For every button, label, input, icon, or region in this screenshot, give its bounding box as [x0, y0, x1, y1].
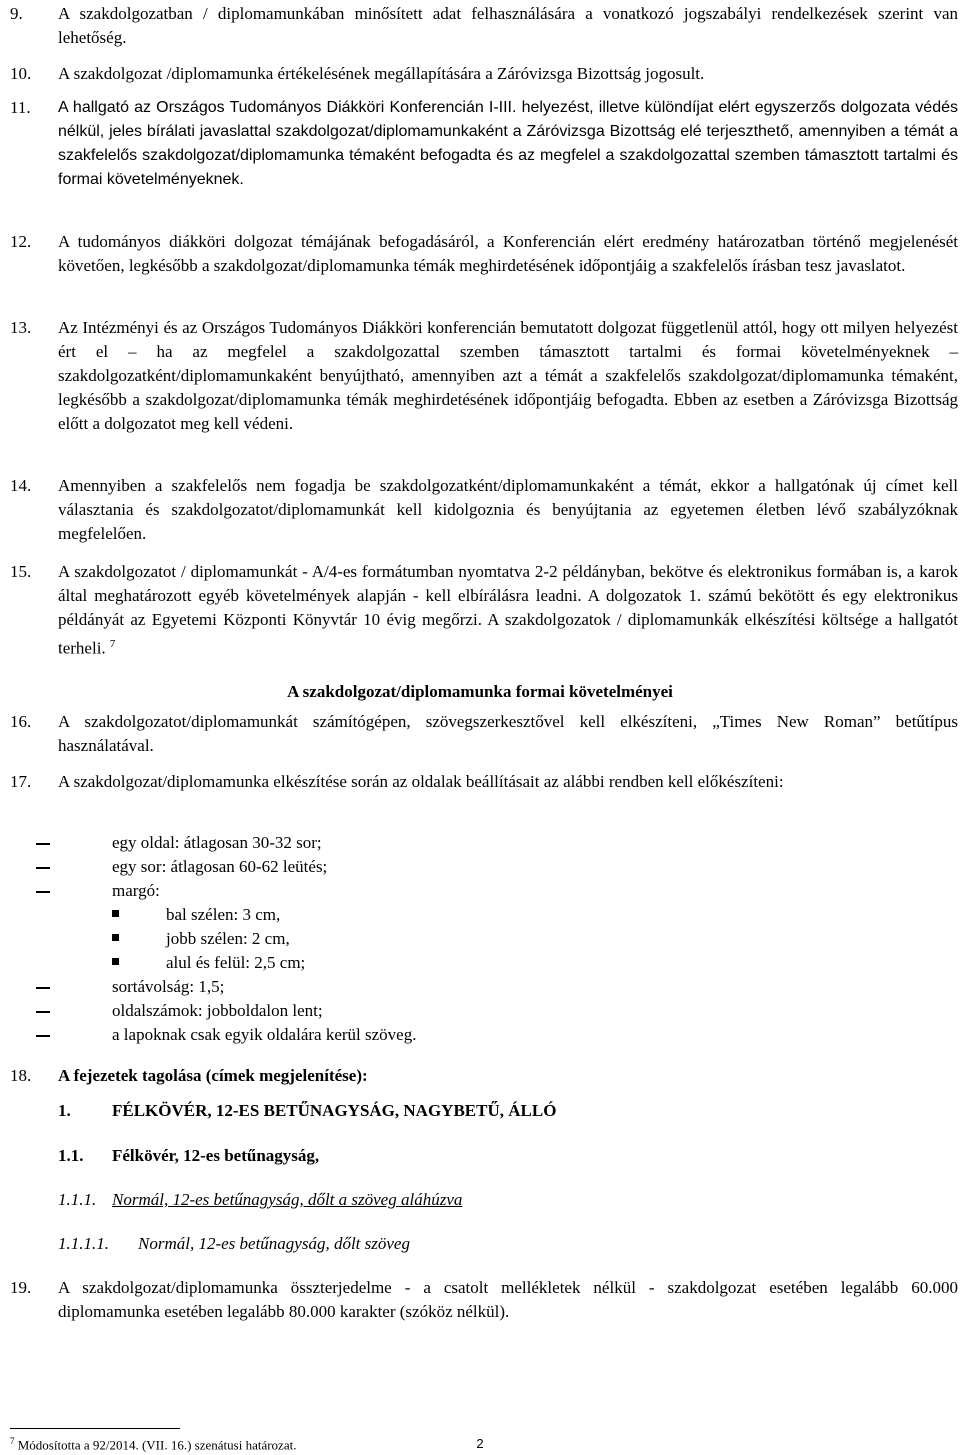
paragraph-11: [10, 96, 958, 192]
paragraph-text-content: A szakdolgozatot / diplomamunkát - A/4-es formátumban nyomtatva 2-2 példányban, bekötve és elektronikus formában is, a karok által meghatározott egyéb követelmények alapján - kell elbírálásra leadni. A dolgozatok 1. számú bekötött és egy elektronikus példányát az Egyetemi Központi Könyvtár 10 évig megőrzi. A szakdolgozatok / diplomamunkák elkészítési költsége a hallgatót terheli.: [58, 562, 958, 658]
section-heading: A szakdolgozat/diplomamunka formai követelményei: [287, 682, 673, 701]
heading-level-2-number: 1.1.: [58, 1146, 84, 1165]
paragraph-text: Amennyiben a szakfelelős nem fogadja be szakdolgozatként/diplomamunkaként a témát, ekkor a hallgatónak új címet kell választania és szakdolgozatot/diplomamunkát kell kidolgoznia és benyújtania az egyetemen életben lévő szabályzóknak megfelelően.: [58, 476, 958, 543]
list-item-margin-topbottom: alul és felül: 2,5 cm;: [166, 953, 306, 972]
paragraph-number: 19.: [10, 1278, 32, 1297]
paragraph-16: [10, 710, 958, 758]
paragraph-10: [10, 62, 958, 86]
footnote-reference: 7: [109, 638, 116, 650]
paragraph-18: [10, 1064, 958, 1088]
heading-level-4-example: Normál, 12-es betűnagyság, dőlt szöveg: [138, 1234, 410, 1253]
paragraph-number: 15.: [10, 562, 32, 581]
paragraph-number: 18.: [10, 1066, 32, 1085]
paragraph-number: 11.: [10, 98, 31, 117]
paragraph-text: [58, 560, 958, 661]
list-item-spacing: sortávolság: 1,5;: [112, 977, 225, 996]
list-item-chars: egy sor: átlagosan 60-62 leütés;: [112, 857, 328, 876]
square-bullet-icon: [112, 934, 119, 941]
paragraph-19: [10, 1276, 958, 1324]
paragraph-13: [10, 316, 958, 436]
heading-level-3-example: Normál, 12-es betűnagyság, dőlt a szöveg aláhúzva: [112, 1190, 463, 1209]
paragraph-text: A szakdolgozatot/diplomamunkát számítógépen, szövegszerkesztővel kell elkészíteni, „Times New Roman” betűtípus használatával.: [58, 712, 958, 755]
dash-bullet-icon: [36, 987, 50, 989]
dash-bullet-icon: [36, 1011, 50, 1013]
paragraph-number: 9.: [10, 4, 23, 23]
heading-level-1-number: 1.: [58, 1101, 71, 1120]
paragraph-number: 14.: [10, 476, 32, 495]
paragraph-number: 17.: [10, 772, 32, 791]
square-bullet-icon: [112, 910, 119, 917]
dash-bullet-icon: [36, 1035, 50, 1037]
square-bullet-icon: [112, 958, 119, 965]
paragraph-text: A tudományos diákköri dolgozat témájának befogadásáról, a Konferencián elért eredmény határozatban történő megjelenését követően, legkésőbb a szakdolgozat/diplomamunka témák meghirdetésének időpontjáig a szakfelelős írásban tesz javaslatot.: [58, 232, 958, 275]
footnote-text: Módosította a 92/2014. (VII. 16.) szenátusi határozat.: [17, 1437, 297, 1453]
list-item-margin-right: jobb szélen: 2 cm,: [166, 929, 290, 948]
paragraph-text: A fejezetek tagolása (címek megjelenítése):: [58, 1066, 368, 1085]
paragraph-17: [10, 770, 958, 794]
paragraph-9: [10, 2, 958, 50]
page-number: 2: [476, 1436, 484, 1451]
paragraph-text: A hallgató az Országos Tudományos Diákköri Konferencián I-III. helyezést, illetve különdíjat elért egyszerzős dolgozata védés nélkül, jeles bírálati javaslattal szakdolgozat/diplomamunkaként a Záróvizsga Bizottság elé terjeszthető, amennyiben a témát a szakfelelős szakdolgozat/diplomamunka témaként befogadta és az megfelel a szakdolgozattal szemben támasztott tartalmi és formai követelményeknek.: [58, 99, 958, 188]
dash-bullet-icon: [36, 843, 50, 845]
paragraph-number: 13.: [10, 318, 32, 337]
list-item-one-side: a lapoknak csak egyik oldalára kerül szöveg.: [112, 1025, 417, 1044]
footnote-separator: [10, 1428, 180, 1429]
paragraph-text: A szakdolgozatban / diplomamunkában minősített adat felhasználására a vonatkozó jogszabályi rendelkezések szerint van lehetőség.: [58, 4, 958, 47]
heading-level-1-example: FÉLKÖVÉR, 12-ES BETŰNAGYSÁG, NAGYBETŰ, ÁLLÓ: [112, 1101, 557, 1120]
paragraph-number: 12.: [10, 232, 32, 251]
paragraph-text: A szakdolgozat/diplomamunka elkészítése során az oldalak beállításait az alábbi rendben kell előkészíteni:: [58, 772, 784, 791]
paragraph-14: [10, 474, 958, 546]
paragraph-15: [10, 560, 958, 661]
dash-bullet-icon: [36, 867, 50, 869]
heading-level-3-number: 1.1.1.: [58, 1190, 97, 1209]
dash-bullet-icon: [36, 891, 50, 893]
list-item-margin: margó:: [112, 881, 160, 900]
paragraph-text: A szakdolgozat/diplomamunka összterjedelme - a csatolt mellékletek nélkül - szakdolgozat esetében legalább 60.000 diplomamunka esetében legalább 80.000 karakter (szóköz nélkül).: [58, 1278, 958, 1321]
list-item-page-numbers: oldalszámok: jobboldalon lent;: [112, 1001, 323, 1020]
heading-level-4-number: 1.1.1.1.: [58, 1234, 109, 1253]
paragraph-number: 16.: [10, 712, 32, 731]
list-item-margin-left: bal szélen: 3 cm,: [166, 905, 281, 924]
paragraph-number: 10.: [10, 64, 32, 83]
footnote-mark: 7: [10, 1436, 15, 1446]
paragraph-12: [10, 230, 958, 278]
paragraph-text: A szakdolgozat /diplomamunka értékelésének megállapítására a Záróvizsga Bizottság jogosult.: [58, 64, 705, 83]
heading-level-2-example: Félkövér, 12-es betűnagyság,: [112, 1146, 320, 1165]
list-item-lines: egy oldal: átlagosan 30-32 sor;: [112, 833, 322, 852]
paragraph-text: Az Intézményi és az Országos Tudományos Diákköri konferencián bemutatott dolgozat függetlenül attól, hogy ott milyen helyezést ért el – ha az megfelel a szakdolgozattal szemben támasztott tartalmi és formai követelményeknek – szakdolgozatként/diplomamunkaként benyújtható, amennyiben azt a témát a szakfelelős szakdolgozat/diplomamunka témaként, legkésőbb a szakdolgozat/diplomamunka témák meghirdetésének időpontjáig befogadta. Ebben az esetben a Záróvizsga Bizottság előtt a dolgozatot meg kell védeni.: [58, 318, 958, 433]
